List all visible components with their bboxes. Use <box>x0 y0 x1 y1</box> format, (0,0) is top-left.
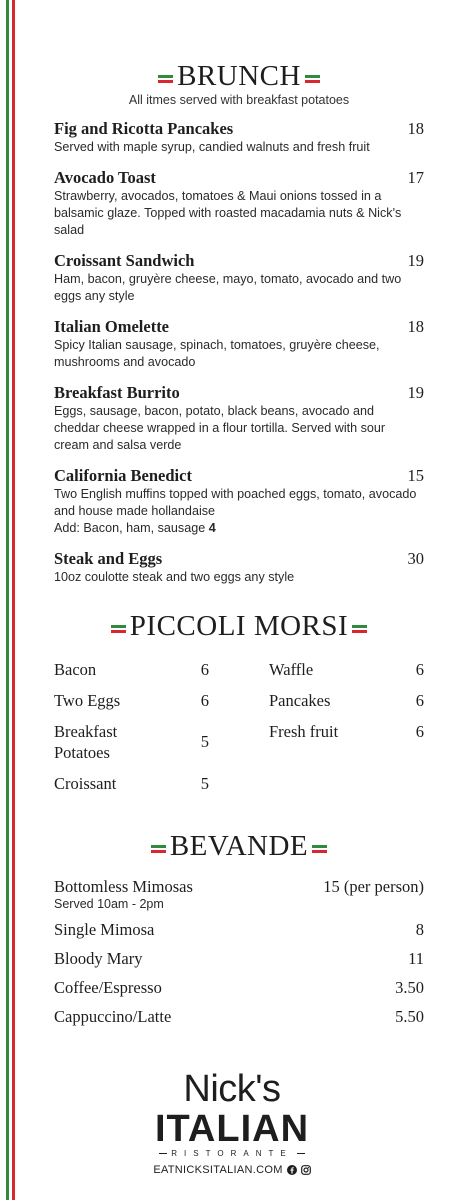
brunch-list <box>54 119 424 586</box>
logo-website-row <box>0 1164 464 1176</box>
drink-name: Single Mimosa <box>54 920 155 939</box>
logo-rule <box>159 1153 167 1154</box>
item-description: Strawberry, avocados, tomatoes & Maui onions tossed in a balsamic glaze. Topped with roasted macadamia nuts & Nick's salad <box>54 189 402 237</box>
facebook-icon[interactable] <box>287 1165 297 1175</box>
side-item <box>269 690 424 711</box>
item-description: Spicy Italian sausage, spinach, tomatoes, gruyère cheese, mushrooms and avocado <box>54 338 380 369</box>
logo-italian: ITALIAN <box>154 1108 310 1150</box>
item-price: 18 <box>407 119 424 138</box>
item-name: Steak and Eggs <box>54 549 163 568</box>
item-name: Fig and Ricotta Pancakes <box>54 119 234 138</box>
side-price: 6 <box>200 690 209 710</box>
sides-grid <box>54 659 424 804</box>
sides-title: PICCOLI MORSI <box>129 610 349 642</box>
item-description: Served with maple syrup, candied walnuts and fresh fruit <box>54 140 370 154</box>
item-name: California Benedict <box>54 466 192 485</box>
side-price: 5 <box>200 773 209 793</box>
drink-item <box>54 1007 424 1027</box>
drink-name: Bottomless Mimosas <box>54 877 193 896</box>
flag-bars-icon <box>151 843 166 855</box>
side-price: 6 <box>415 690 424 710</box>
logo-nicks: Nick's <box>183 1068 281 1110</box>
item-price: 19 <box>407 251 424 270</box>
menu-item <box>54 466 424 537</box>
flag-bars-icon <box>305 73 320 85</box>
drink-item <box>54 877 424 911</box>
drink-name: Cappuccino/Latte <box>54 1007 172 1026</box>
drink-note: Served 10am - 2pm <box>54 897 164 911</box>
side-item <box>54 659 209 680</box>
flag-bars-icon <box>352 623 367 635</box>
side-item <box>269 721 424 742</box>
side-price: 6 <box>415 659 424 679</box>
item-price: 18 <box>407 317 424 336</box>
drink-price: 11 <box>408 949 424 968</box>
brunch-note: All itmes served with breakfast potatoes <box>128 93 350 107</box>
item-description: Eggs, sausage, bacon, potato, black beans, avocado and cheddar cheese wrapped in a flour tortilla. Served with sour cream and salsa verde <box>54 404 386 452</box>
item-name: Croissant Sandwich <box>54 251 195 270</box>
side-item <box>54 690 209 711</box>
drinks-header <box>54 830 424 863</box>
drink-name: Bloody Mary <box>54 949 143 968</box>
side-item <box>269 659 424 680</box>
side-name: Bacon <box>54 660 97 679</box>
menu-item <box>54 383 424 454</box>
side-item <box>54 721 209 763</box>
sides-header <box>54 610 424 643</box>
drink-item <box>54 920 424 940</box>
item-description: Ham, bacon, gruyère cheese, mayo, tomato, avocado and two eggs any style <box>54 272 402 303</box>
side-name: Waffle <box>269 660 314 679</box>
flag-bars-icon <box>312 843 327 855</box>
side-name: Pancakes <box>269 691 331 710</box>
drink-item <box>54 978 424 998</box>
brunch-title: BRUNCH <box>177 60 301 92</box>
drinks-title: BEVANDE <box>169 830 309 862</box>
side-name: Breakfast Potatoes <box>54 722 118 762</box>
item-price: 17 <box>407 168 424 187</box>
menu-page <box>54 0 424 1036</box>
side-price: 5 <box>200 732 209 751</box>
item-price: 30 <box>407 549 424 568</box>
sides-column-right <box>269 659 424 804</box>
item-name: Italian Omelette <box>54 317 170 336</box>
menu-item <box>54 251 424 305</box>
drink-price: 3.50 <box>395 978 424 997</box>
logo-ristorante-text: RISTORANTE <box>171 1149 293 1158</box>
instagram-icon[interactable] <box>301 1165 311 1175</box>
drink-price: 5.50 <box>395 1007 424 1026</box>
drinks-list <box>54 877 424 1027</box>
side-name: Croissant <box>54 774 117 793</box>
item-name: Breakfast Burrito <box>54 383 180 402</box>
logo-ristorante <box>0 1149 464 1158</box>
menu-item <box>54 168 424 239</box>
drink-price: 8 <box>415 920 424 939</box>
item-name: Avocado Toast <box>54 168 156 187</box>
addon-text: Add: Bacon, ham, sausage <box>54 521 206 535</box>
item-description: 10oz coulotte steak and two eggs any style <box>54 570 295 584</box>
restaurant-logo <box>0 1070 464 1176</box>
side-name: Fresh fruit <box>269 722 339 741</box>
sides-column-left <box>54 659 209 804</box>
drink-price: 15 (per person) <box>323 877 424 896</box>
menu-item <box>54 119 424 156</box>
menu-item <box>54 317 424 371</box>
drink-name: Coffee/Espresso <box>54 978 162 997</box>
side-name: Two Eggs <box>54 691 121 710</box>
side-price: 6 <box>415 721 424 741</box>
website-link[interactable]: EATNICKSITALIAN.COM <box>153 1164 283 1176</box>
side-item <box>54 773 209 794</box>
logo-rule <box>297 1153 305 1154</box>
item-addon <box>54 520 424 537</box>
flag-bars-icon <box>111 623 126 635</box>
flag-bars-icon <box>158 73 173 85</box>
item-price: 15 <box>407 466 424 485</box>
drink-item <box>54 949 424 969</box>
item-description: Two English muffins topped with poached eggs, tomato, avocado and house made hollandaise <box>54 487 417 518</box>
side-price: 6 <box>200 659 209 679</box>
menu-item <box>54 549 424 586</box>
item-price: 19 <box>407 383 424 402</box>
flag-stripe-red <box>12 0 15 1200</box>
brunch-header <box>54 60 424 93</box>
addon-price: 4 <box>208 521 216 535</box>
